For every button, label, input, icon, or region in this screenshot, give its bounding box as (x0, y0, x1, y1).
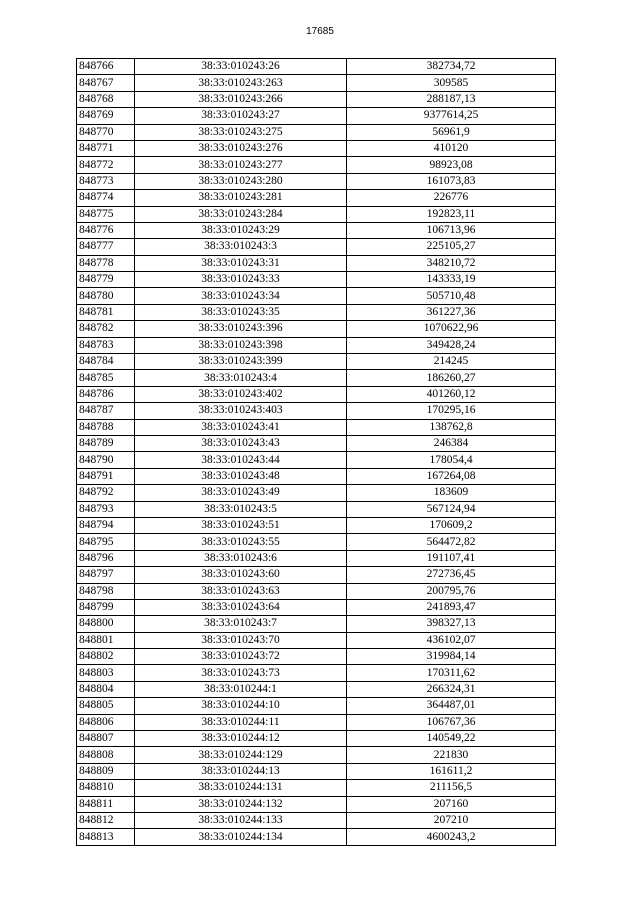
table-row (77, 108, 556, 124)
cadastral-number-cell: 38:33:010243:7 (135, 616, 347, 632)
cadastral-number-cell: 38:33:010243:280 (135, 173, 347, 189)
cadastral-number-cell: 38:33:010243:73 (135, 665, 347, 681)
table-row (77, 419, 556, 435)
table-row (77, 173, 556, 189)
cadastral-value-cell: 309585 (347, 75, 556, 91)
cadastral-number-cell: 38:33:010243:55 (135, 534, 347, 550)
cadastral-number-cell: 38:33:010243:34 (135, 288, 347, 304)
table-row (77, 747, 556, 763)
table-row (77, 403, 556, 419)
cadastral-number-cell: 38:33:010243:263 (135, 75, 347, 91)
cadastral-number-cell: 38:33:010243:63 (135, 583, 347, 599)
cadastral-number-cell: 38:33:010244:12 (135, 731, 347, 747)
cadastral-value-cell: 207210 (347, 812, 556, 828)
row-number-cell: 848810 (77, 780, 135, 796)
cadastral-value-cell: 186260,27 (347, 370, 556, 386)
table-row (77, 714, 556, 730)
cadastral-number-cell: 38:33:010243:277 (135, 157, 347, 173)
row-number-cell: 848767 (77, 75, 135, 91)
row-number-cell: 848789 (77, 435, 135, 451)
cadastral-number-cell: 38:33:010243:43 (135, 435, 347, 451)
cadastral-value-table (76, 58, 556, 846)
table-row (77, 272, 556, 288)
row-number-cell: 848779 (77, 272, 135, 288)
row-number-cell: 848777 (77, 239, 135, 255)
table-row (77, 321, 556, 337)
table-row (77, 731, 556, 747)
row-number-cell: 848804 (77, 681, 135, 697)
cadastral-number-cell: 38:33:010243:60 (135, 567, 347, 583)
table-row (77, 763, 556, 779)
cadastral-number-cell: 38:33:010243:49 (135, 485, 347, 501)
row-number-cell: 848803 (77, 665, 135, 681)
cadastral-value-cell: 266324,31 (347, 681, 556, 697)
row-number-cell: 848799 (77, 599, 135, 615)
cadastral-number-cell: 38:33:010244:1 (135, 681, 347, 697)
cadastral-value-cell: 349428,24 (347, 337, 556, 353)
table-row (77, 75, 556, 91)
row-number-cell: 848774 (77, 190, 135, 206)
row-number-cell: 848809 (77, 763, 135, 779)
row-number-cell: 848770 (77, 124, 135, 140)
table-row (77, 304, 556, 320)
cadastral-value-cell: 241893,47 (347, 599, 556, 615)
cadastral-number-cell: 38:33:010244:131 (135, 780, 347, 796)
cadastral-value-cell: 567124,94 (347, 501, 556, 517)
cadastral-value-cell: 288187,13 (347, 91, 556, 107)
cadastral-number-cell: 38:33:010243:35 (135, 304, 347, 320)
row-number-cell: 848768 (77, 91, 135, 107)
cadastral-number-cell: 38:33:010243:276 (135, 140, 347, 156)
cadastral-value-cell: 1070622,96 (347, 321, 556, 337)
row-number-cell: 848783 (77, 337, 135, 353)
cadastral-value-cell: 382734,72 (347, 59, 556, 75)
cadastral-number-cell: 38:33:010243:396 (135, 321, 347, 337)
cadastral-value-cell: 138762,8 (347, 419, 556, 435)
table-body (77, 59, 556, 846)
cadastral-number-cell: 38:33:010244:11 (135, 714, 347, 730)
table-row (77, 534, 556, 550)
table-row (77, 452, 556, 468)
cadastral-number-cell: 38:33:010243:27 (135, 108, 347, 124)
cadastral-value-cell: 226776 (347, 190, 556, 206)
cadastral-number-cell: 38:33:010243:33 (135, 272, 347, 288)
table-row (77, 649, 556, 665)
row-number-cell: 848812 (77, 812, 135, 828)
table-row (77, 567, 556, 583)
cadastral-value-cell: 192823,11 (347, 206, 556, 222)
table-row (77, 206, 556, 222)
row-number-cell: 848813 (77, 829, 135, 845)
table-row (77, 632, 556, 648)
table-row (77, 616, 556, 632)
table-row (77, 354, 556, 370)
row-number-cell: 848784 (77, 354, 135, 370)
cadastral-number-cell: 38:33:010243:402 (135, 386, 347, 402)
cadastral-value-cell: 272736,45 (347, 567, 556, 583)
cadastral-value-cell: 211156,5 (347, 780, 556, 796)
table-row (77, 829, 556, 845)
table-row (77, 550, 556, 566)
cadastral-value-cell: 410120 (347, 140, 556, 156)
cadastral-number-cell: 38:33:010244:10 (135, 698, 347, 714)
row-number-cell: 848788 (77, 419, 135, 435)
row-number-cell: 848778 (77, 255, 135, 271)
table-row (77, 485, 556, 501)
cadastral-number-cell: 38:33:010243:29 (135, 222, 347, 238)
row-number-cell: 848782 (77, 321, 135, 337)
table-row (77, 812, 556, 828)
cadastral-number-cell: 38:33:010243:72 (135, 649, 347, 665)
cadastral-value-cell: 167264,08 (347, 468, 556, 484)
row-number-cell: 848776 (77, 222, 135, 238)
table-row (77, 780, 556, 796)
cadastral-value-cell: 436102,07 (347, 632, 556, 648)
table-row (77, 59, 556, 75)
row-number-cell: 848805 (77, 698, 135, 714)
table-row (77, 337, 556, 353)
cadastral-value-cell: 348210,72 (347, 255, 556, 271)
cadastral-value-cell: 106767,36 (347, 714, 556, 730)
cadastral-number-cell: 38:33:010243:64 (135, 599, 347, 615)
row-number-cell: 848792 (77, 485, 135, 501)
row-number-cell: 848773 (77, 173, 135, 189)
cadastral-number-cell: 38:33:010243:275 (135, 124, 347, 140)
cadastral-number-cell: 38:33:010243:31 (135, 255, 347, 271)
cadastral-number-cell: 38:33:010244:13 (135, 763, 347, 779)
cadastral-value-cell: 398327,13 (347, 616, 556, 632)
table-row (77, 190, 556, 206)
table-row (77, 124, 556, 140)
cadastral-value-cell: 140549,22 (347, 731, 556, 747)
cadastral-number-cell: 38:33:010243:284 (135, 206, 347, 222)
table-row (77, 386, 556, 402)
table-row (77, 501, 556, 517)
cadastral-value-cell: 200795,76 (347, 583, 556, 599)
table-row (77, 288, 556, 304)
cadastral-value-cell: 221830 (347, 747, 556, 763)
cadastral-number-cell: 38:33:010243:26 (135, 59, 347, 75)
cadastral-value-cell: 4600243,2 (347, 829, 556, 845)
cadastral-value-cell: 161073,83 (347, 173, 556, 189)
cadastral-number-cell: 38:33:010244:133 (135, 812, 347, 828)
row-number-cell: 848798 (77, 583, 135, 599)
table-row (77, 222, 556, 238)
table-row (77, 370, 556, 386)
table-row (77, 468, 556, 484)
table-row (77, 91, 556, 107)
cadastral-value-cell: 361227,36 (347, 304, 556, 320)
cadastral-number-cell: 38:33:010243:51 (135, 517, 347, 533)
table-row (77, 255, 556, 271)
cadastral-value-cell: 98923,08 (347, 157, 556, 173)
cadastral-value-cell: 401260,12 (347, 386, 556, 402)
row-number-cell: 848807 (77, 731, 135, 747)
table-row (77, 599, 556, 615)
table-row (77, 157, 556, 173)
row-number-cell: 848781 (77, 304, 135, 320)
table-row (77, 239, 556, 255)
cadastral-value-cell: 246384 (347, 435, 556, 451)
row-number-cell: 848793 (77, 501, 135, 517)
row-number-cell: 848766 (77, 59, 135, 75)
cadastral-number-cell: 38:33:010243:399 (135, 354, 347, 370)
cadastral-value-cell: 170295,16 (347, 403, 556, 419)
cadastral-number-cell: 38:33:010243:5 (135, 501, 347, 517)
table-row (77, 698, 556, 714)
cadastral-number-cell: 38:33:010243:281 (135, 190, 347, 206)
cadastral-value-cell: 161611,2 (347, 763, 556, 779)
cadastral-value-cell: 505710,48 (347, 288, 556, 304)
row-number-cell: 848785 (77, 370, 135, 386)
table-row (77, 517, 556, 533)
table-row (77, 140, 556, 156)
row-number-cell: 848800 (77, 616, 135, 632)
cadastral-value-cell: 214245 (347, 354, 556, 370)
table-row (77, 435, 556, 451)
cadastral-number-cell: 38:33:010243:44 (135, 452, 347, 468)
table-row (77, 665, 556, 681)
row-number-cell: 848796 (77, 550, 135, 566)
cadastral-value-cell: 207160 (347, 796, 556, 812)
row-number-cell: 848802 (77, 649, 135, 665)
cadastral-value-cell: 9377614,25 (347, 108, 556, 124)
row-number-cell: 848771 (77, 140, 135, 156)
cadastral-number-cell: 38:33:010244:132 (135, 796, 347, 812)
row-number-cell: 848801 (77, 632, 135, 648)
table-row (77, 796, 556, 812)
cadastral-value-cell: 56961,9 (347, 124, 556, 140)
cadastral-value-cell: 191107,41 (347, 550, 556, 566)
cadastral-number-cell: 38:33:010243:4 (135, 370, 347, 386)
cadastral-number-cell: 38:33:010243:41 (135, 419, 347, 435)
cadastral-number-cell: 38:33:010243:398 (135, 337, 347, 353)
cadastral-value-cell: 170311,62 (347, 665, 556, 681)
row-number-cell: 848797 (77, 567, 135, 583)
cadastral-value-cell: 564472,82 (347, 534, 556, 550)
row-number-cell: 848790 (77, 452, 135, 468)
row-number-cell: 848780 (77, 288, 135, 304)
table-row (77, 681, 556, 697)
row-number-cell: 848794 (77, 517, 135, 533)
cadastral-number-cell: 38:33:010243:6 (135, 550, 347, 566)
row-number-cell: 848769 (77, 108, 135, 124)
cadastral-number-cell: 38:33:010243:403 (135, 403, 347, 419)
row-number-cell: 848787 (77, 403, 135, 419)
cadastral-number-cell: 38:33:010243:3 (135, 239, 347, 255)
cadastral-number-cell: 38:33:010243:48 (135, 468, 347, 484)
row-number-cell: 848795 (77, 534, 135, 550)
row-number-cell: 848811 (77, 796, 135, 812)
cadastral-value-cell: 170609,2 (347, 517, 556, 533)
row-number-cell: 848772 (77, 157, 135, 173)
row-number-cell: 848775 (77, 206, 135, 222)
row-number-cell: 848806 (77, 714, 135, 730)
cadastral-number-cell: 38:33:010244:134 (135, 829, 347, 845)
row-number-cell: 848786 (77, 386, 135, 402)
row-number-cell: 848808 (77, 747, 135, 763)
cadastral-number-cell: 38:33:010243:266 (135, 91, 347, 107)
cadastral-value-cell: 319984,14 (347, 649, 556, 665)
cadastral-value-cell: 225105,27 (347, 239, 556, 255)
cadastral-value-cell: 106713,96 (347, 222, 556, 238)
table-row (77, 583, 556, 599)
cadastral-value-cell: 183609 (347, 485, 556, 501)
cadastral-number-cell: 38:33:010243:70 (135, 632, 347, 648)
row-number-cell: 848791 (77, 468, 135, 484)
cadastral-value-cell: 364487,01 (347, 698, 556, 714)
page-number: 17685 (306, 26, 334, 37)
cadastral-value-cell: 178054,4 (347, 452, 556, 468)
cadastral-value-cell: 143333,19 (347, 272, 556, 288)
cadastral-number-cell: 38:33:010244:129 (135, 747, 347, 763)
